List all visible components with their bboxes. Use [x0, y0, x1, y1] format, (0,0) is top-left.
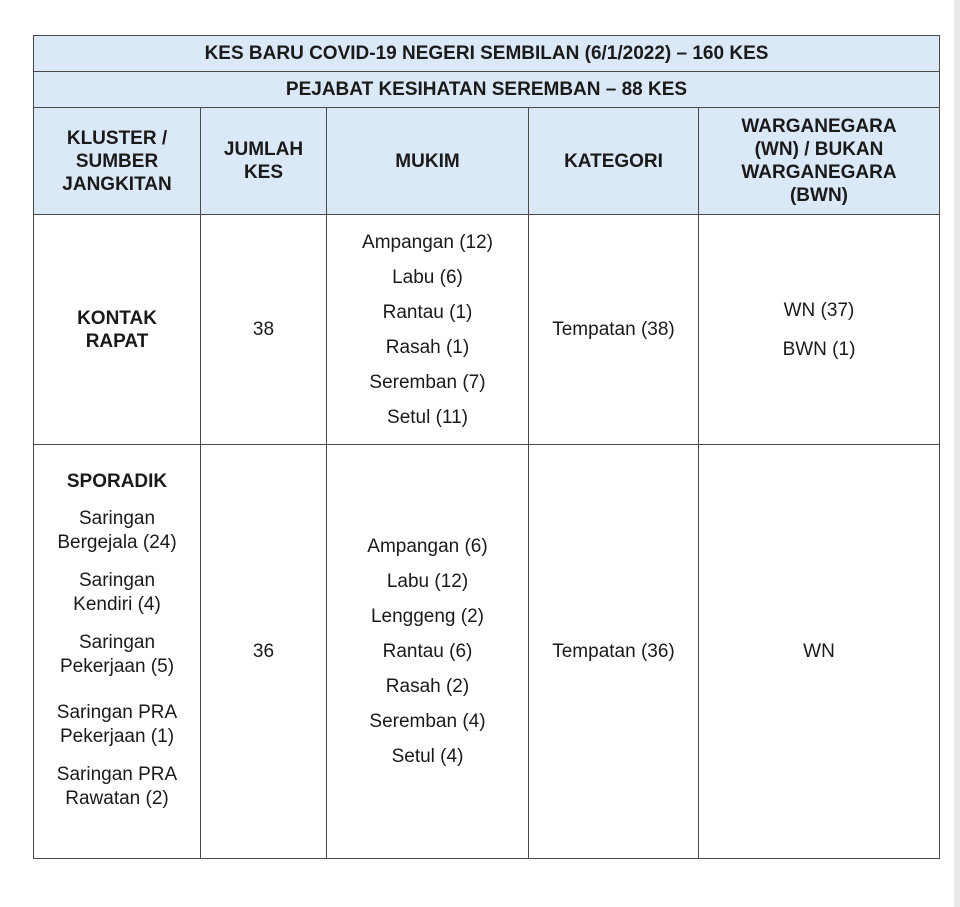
- mukim-item: Rantau (6): [382, 641, 473, 662]
- mukim-item: Rantau (1): [382, 301, 473, 323]
- mukim-item: Seremban (7): [369, 371, 486, 393]
- header-mukim: MUKIM: [327, 108, 529, 215]
- mukim-item: Setul (11): [387, 406, 468, 428]
- header-row: [34, 108, 940, 215]
- mukim-item: Labu (6): [392, 266, 463, 288]
- sporadik-item: Saringan Kendiri (4): [73, 570, 161, 615]
- kategori-cell: Tempatan (38): [529, 215, 699, 445]
- jumlah-kes-cell: 38: [201, 215, 327, 445]
- mukim-item: Rasah (1): [385, 336, 470, 358]
- warganegara-cell: WN: [699, 445, 940, 859]
- header-kategori: KATEGORI: [529, 108, 699, 215]
- header-jumlah-kes: JUMLAH KES: [201, 108, 327, 215]
- sporadik-item: Saringan PRA Rawatan (2): [56, 764, 178, 809]
- mukim-item: Lenggeng (2): [370, 606, 485, 627]
- sporadik-item: Saringan PRA Pekerjaan (1): [56, 702, 178, 747]
- table-row: [34, 215, 940, 445]
- sporadik-item: Saringan Bergejala (24): [57, 508, 177, 553]
- table-row: [34, 445, 940, 859]
- covid-cases-table: [33, 35, 940, 859]
- table-subtitle: PEJABAT KESIHATAN SEREMBAN – 88 KES: [34, 72, 940, 108]
- mukim-item: Setul (4): [391, 746, 464, 767]
- header-kluster: KLUSTER / SUMBER JANGKITAN: [34, 108, 201, 215]
- mukim-item: Seremban (4): [369, 711, 486, 732]
- header-warganegara: WARGANEGARA (WN) / BUKAN WARGANEGARA (BWN): [699, 108, 940, 215]
- sporadik-title: SPORADIK: [66, 471, 168, 492]
- mukim-cell: [327, 215, 529, 445]
- table-title-row: [34, 36, 940, 72]
- kluster-cell: [34, 445, 201, 859]
- table-title: KES BARU COVID-19 NEGERI SEMBILAN (6/1/2022) – 160 KES: [34, 36, 940, 72]
- jumlah-kes-cell: 36: [201, 445, 327, 859]
- sporadik-item: Saringan Pekerjaan (5): [59, 632, 175, 677]
- kluster-cell: KONTAK RAPAT: [34, 215, 201, 445]
- warganegara-cell: WN (37) BWN (1): [699, 215, 940, 445]
- page-edge: [954, 0, 960, 907]
- kategori-cell: Tempatan (36): [529, 445, 699, 859]
- mukim-item: Labu (12): [386, 571, 469, 592]
- mukim-item: Ampangan (12): [362, 231, 493, 253]
- table-subtitle-row: [34, 72, 940, 108]
- mukim-item: Rasah (2): [385, 676, 470, 697]
- mukim-item: Ampangan (6): [367, 536, 488, 557]
- mukim-cell: [327, 445, 529, 859]
